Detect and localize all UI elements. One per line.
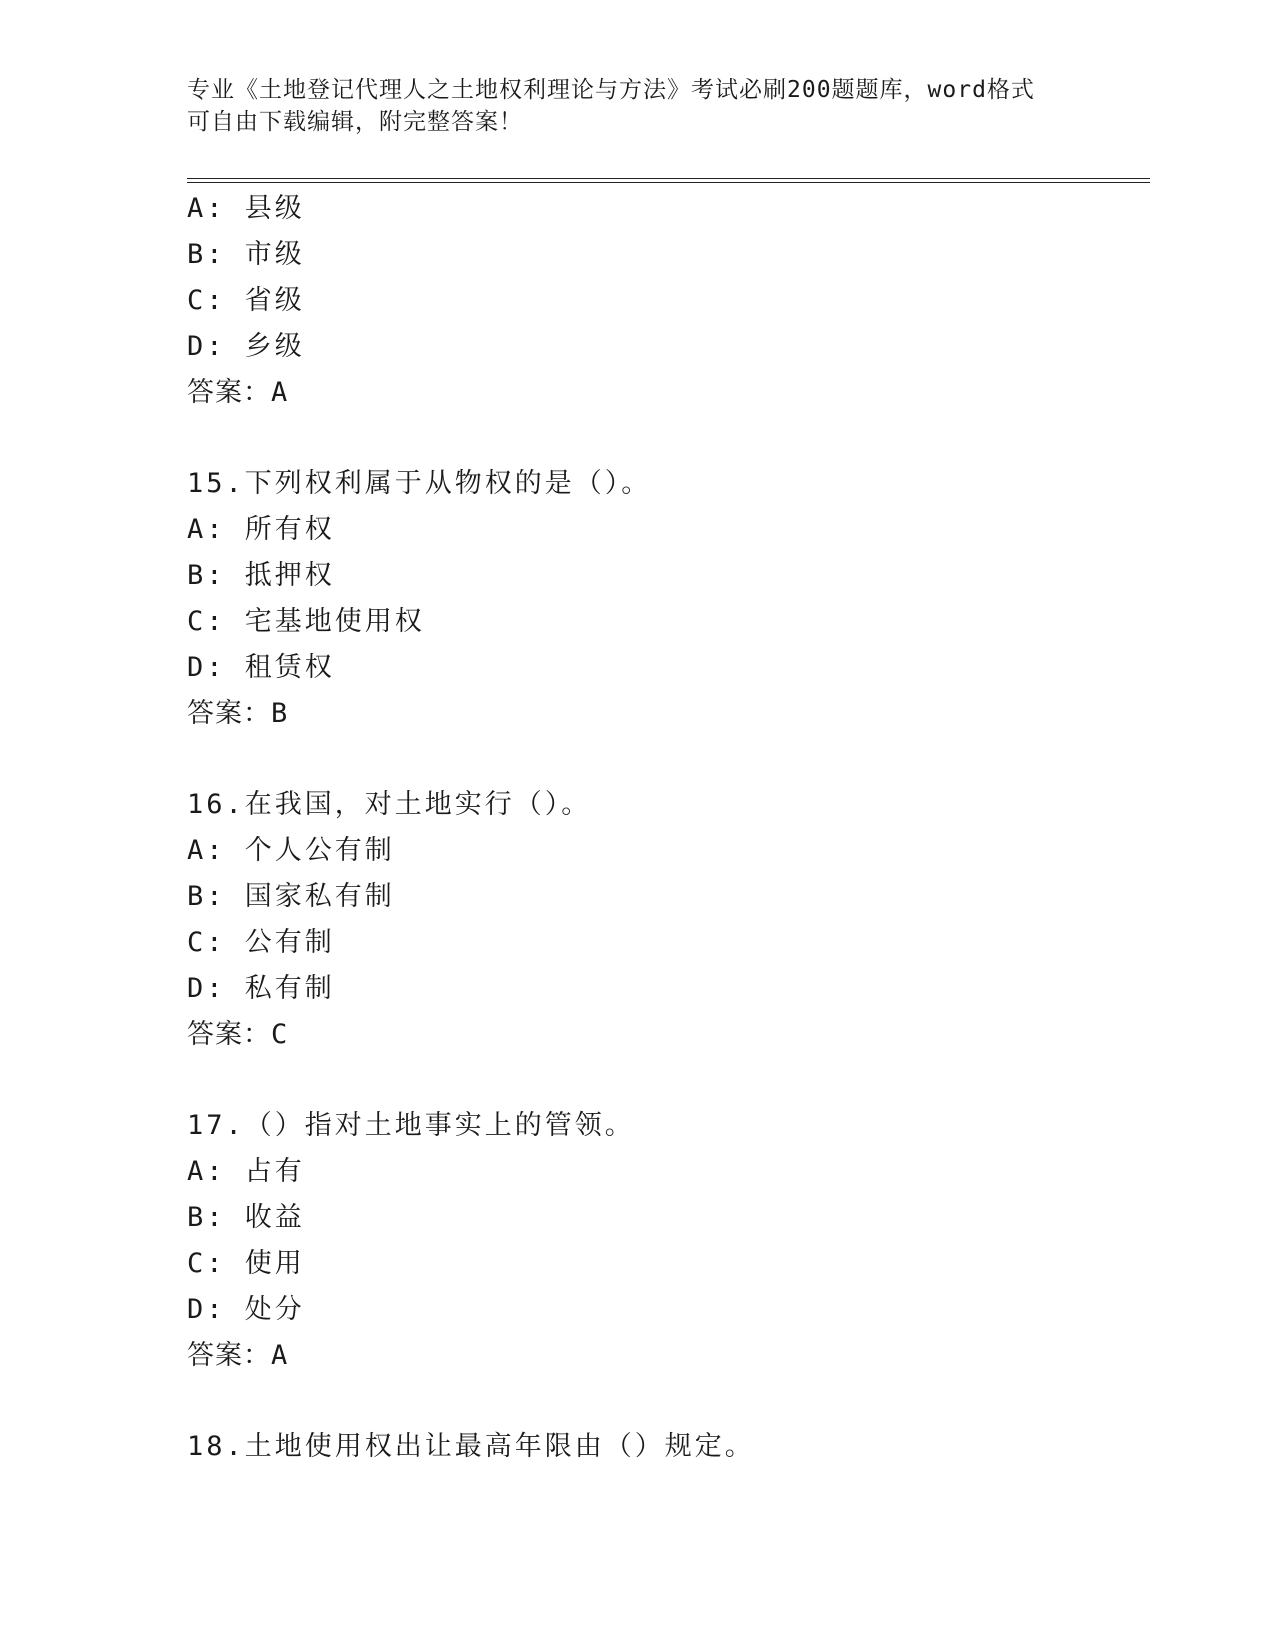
answer-value: C	[271, 1019, 289, 1050]
option-b: B: 国家私有制	[187, 881, 395, 912]
answer-line	[187, 1333, 1147, 1379]
answer-line	[187, 370, 1147, 416]
option-a: A: 占有	[187, 1156, 305, 1187]
option-d: D: 处分	[187, 1294, 305, 1325]
option-a: A: 县级	[187, 193, 305, 224]
answer-label: 答案：	[187, 698, 271, 729]
option-c: C: 公有制	[187, 927, 335, 958]
question-18-block	[187, 1424, 1147, 1470]
answer-label: 答案：	[187, 1019, 271, 1050]
question-text: 18.土地使用权出让最高年限由（）规定。	[187, 1431, 755, 1462]
option-d: D: 乡级	[187, 331, 305, 362]
question-15-block	[187, 461, 1147, 737]
question-text: 15.下列权利属于从物权的是（）。	[187, 468, 652, 499]
option-b: B: 抵押权	[187, 560, 335, 591]
answer-value: A	[271, 1340, 289, 1371]
document-header	[187, 74, 1087, 138]
question-16-block	[187, 782, 1147, 1058]
option-c: C: 省级	[187, 285, 305, 316]
question-list	[187, 186, 1147, 1470]
answer-value: A	[271, 377, 289, 408]
option-b: B: 收益	[187, 1202, 305, 1233]
question-text: 17.（）指对土地事实上的管领。	[187, 1110, 635, 1141]
option-d: D: 租赁权	[187, 652, 335, 683]
header-divider-top	[187, 178, 1150, 179]
option-d: D: 私有制	[187, 973, 335, 1004]
answer-line	[187, 1012, 1147, 1058]
option-a: A: 所有权	[187, 514, 335, 545]
header-line-2: 可自由下载编辑，附完整答案！	[187, 109, 523, 135]
answer-label: 答案：	[187, 377, 271, 408]
option-b: B: 市级	[187, 239, 305, 270]
question-17-block	[187, 1103, 1147, 1379]
header-divider-bottom	[187, 182, 1150, 183]
answer-line	[187, 691, 1147, 737]
answer-value: B	[271, 698, 289, 729]
answer-label: 答案：	[187, 1340, 271, 1371]
header-line-1: 专业《土地登记代理人之土地权利理论与方法》考试必刷200题题库，word格式	[187, 77, 1035, 103]
option-a: A: 个人公有制	[187, 835, 395, 866]
option-c: C: 宅基地使用权	[187, 606, 425, 637]
question-text: 16.在我国，对土地实行（）。	[187, 789, 592, 820]
option-c: C: 使用	[187, 1248, 305, 1279]
question-14-block	[187, 186, 1147, 416]
